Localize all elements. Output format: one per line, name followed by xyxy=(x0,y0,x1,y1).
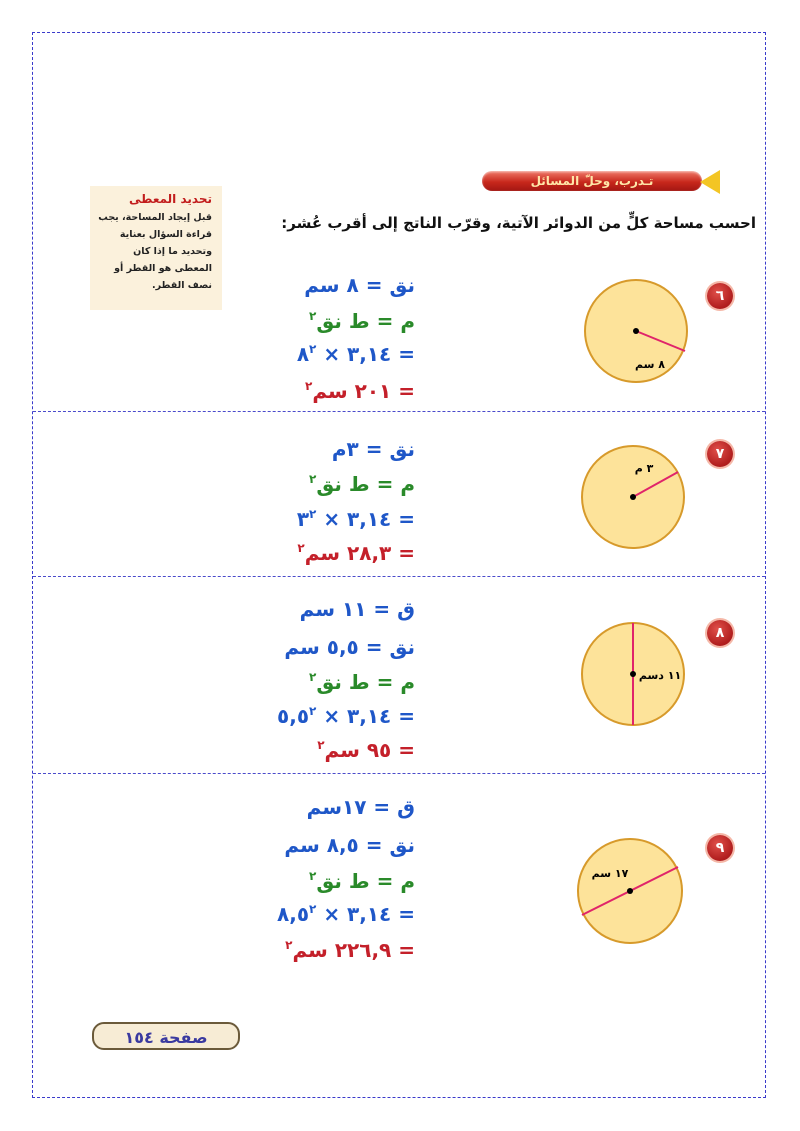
substitution-line xyxy=(277,901,415,930)
circle-label: ١١ دسم xyxy=(638,669,682,682)
separator-1 xyxy=(33,411,765,412)
superscript: ٢ xyxy=(309,472,317,486)
formula-text: م = ط نق xyxy=(316,670,415,694)
result-line xyxy=(297,540,415,569)
superscript: ٢ xyxy=(309,902,317,916)
formula-line xyxy=(309,868,415,897)
circle-diagram xyxy=(578,619,688,729)
superscript: ٢ xyxy=(309,309,317,323)
page-number: صفحة ١٥٤ xyxy=(92,1022,240,1050)
result-text: = ٩٥ سم xyxy=(324,738,415,762)
step-line: ق = ١٧سم xyxy=(306,795,415,819)
substitution-text: = ٣,١٤ × ٣ xyxy=(296,507,415,531)
circle-diagram xyxy=(582,276,692,386)
banner-arrow-icon xyxy=(700,170,720,194)
circle-label: ٣ م xyxy=(634,462,654,475)
formula-text: م = ط نق xyxy=(316,309,415,333)
sidenote-box xyxy=(90,186,222,310)
result-text: = ٢٠١ سم xyxy=(312,379,415,403)
substitution-text: = ٣,١٤ × ٨ xyxy=(296,342,415,366)
banner-label: تـدرب، وحلّ المسائل xyxy=(530,174,654,188)
formula-line xyxy=(309,471,415,500)
result-line xyxy=(285,937,415,966)
circle-label: ١٧ سم xyxy=(591,867,629,880)
superscript: ٢ xyxy=(317,738,325,752)
superscript: ٢ xyxy=(309,342,317,356)
step-line: ق = ١١ سم xyxy=(299,597,415,621)
result-line xyxy=(305,378,415,407)
formula-text: م = ط نق xyxy=(316,472,415,496)
formula-text: م = ط نق xyxy=(316,869,415,893)
sidenote-body: قبل إيجاد المساحة، يجب قراءة السؤال بعناية وتحديد ما إذا كان المعطى هو القطر أو نصف القطر. xyxy=(98,212,212,291)
result-line xyxy=(317,737,415,766)
formula-line xyxy=(309,308,415,337)
separator-2 xyxy=(33,576,765,577)
circle-diagram xyxy=(578,442,688,552)
substitution-text: = ٣,١٤ × ٨,٥ xyxy=(277,902,415,926)
superscript: ٢ xyxy=(309,670,317,684)
substitution-line xyxy=(297,341,415,370)
step-line: نق = ٨ سم xyxy=(304,273,415,297)
problem-number-badge: ٩ xyxy=(707,835,733,861)
step-line: نق = ٨,٥ سم xyxy=(284,833,415,857)
superscript: ٢ xyxy=(309,869,317,883)
result-text: = ٢٢٦,٩ سم xyxy=(292,938,415,962)
substitution-text: = ٣,١٤ × ٥,٥ xyxy=(277,704,415,728)
superscript: ٢ xyxy=(304,379,313,393)
formula-line xyxy=(309,669,415,698)
superscript: ٢ xyxy=(309,704,317,718)
superscript: ٢ xyxy=(297,541,305,555)
separator-3 xyxy=(33,773,765,774)
superscript: ٢ xyxy=(309,507,317,521)
circle-label: ٨ سم xyxy=(635,358,665,371)
step-line: نق = ٣م xyxy=(331,437,415,461)
substitution-line xyxy=(297,506,415,535)
problem-number-badge: ٧ xyxy=(707,441,733,467)
superscript: ٢ xyxy=(285,938,293,952)
sidenote-title: تحديد المعطى xyxy=(129,192,212,206)
instruction-text: احسب مساحة كلٍّ من الدوائر الآتية، وقرّب الناتج إلى أقرب عُشر: xyxy=(281,214,756,232)
problem-number-badge: ٨ xyxy=(707,620,733,646)
problem-number-badge: ٦ xyxy=(707,283,733,309)
result-text: = ٢٨,٣ سم xyxy=(304,541,415,565)
substitution-line xyxy=(277,703,415,732)
step-line: نق = ٥,٥ سم xyxy=(284,635,415,659)
circle-diagram xyxy=(574,835,686,947)
section-banner xyxy=(478,168,720,196)
